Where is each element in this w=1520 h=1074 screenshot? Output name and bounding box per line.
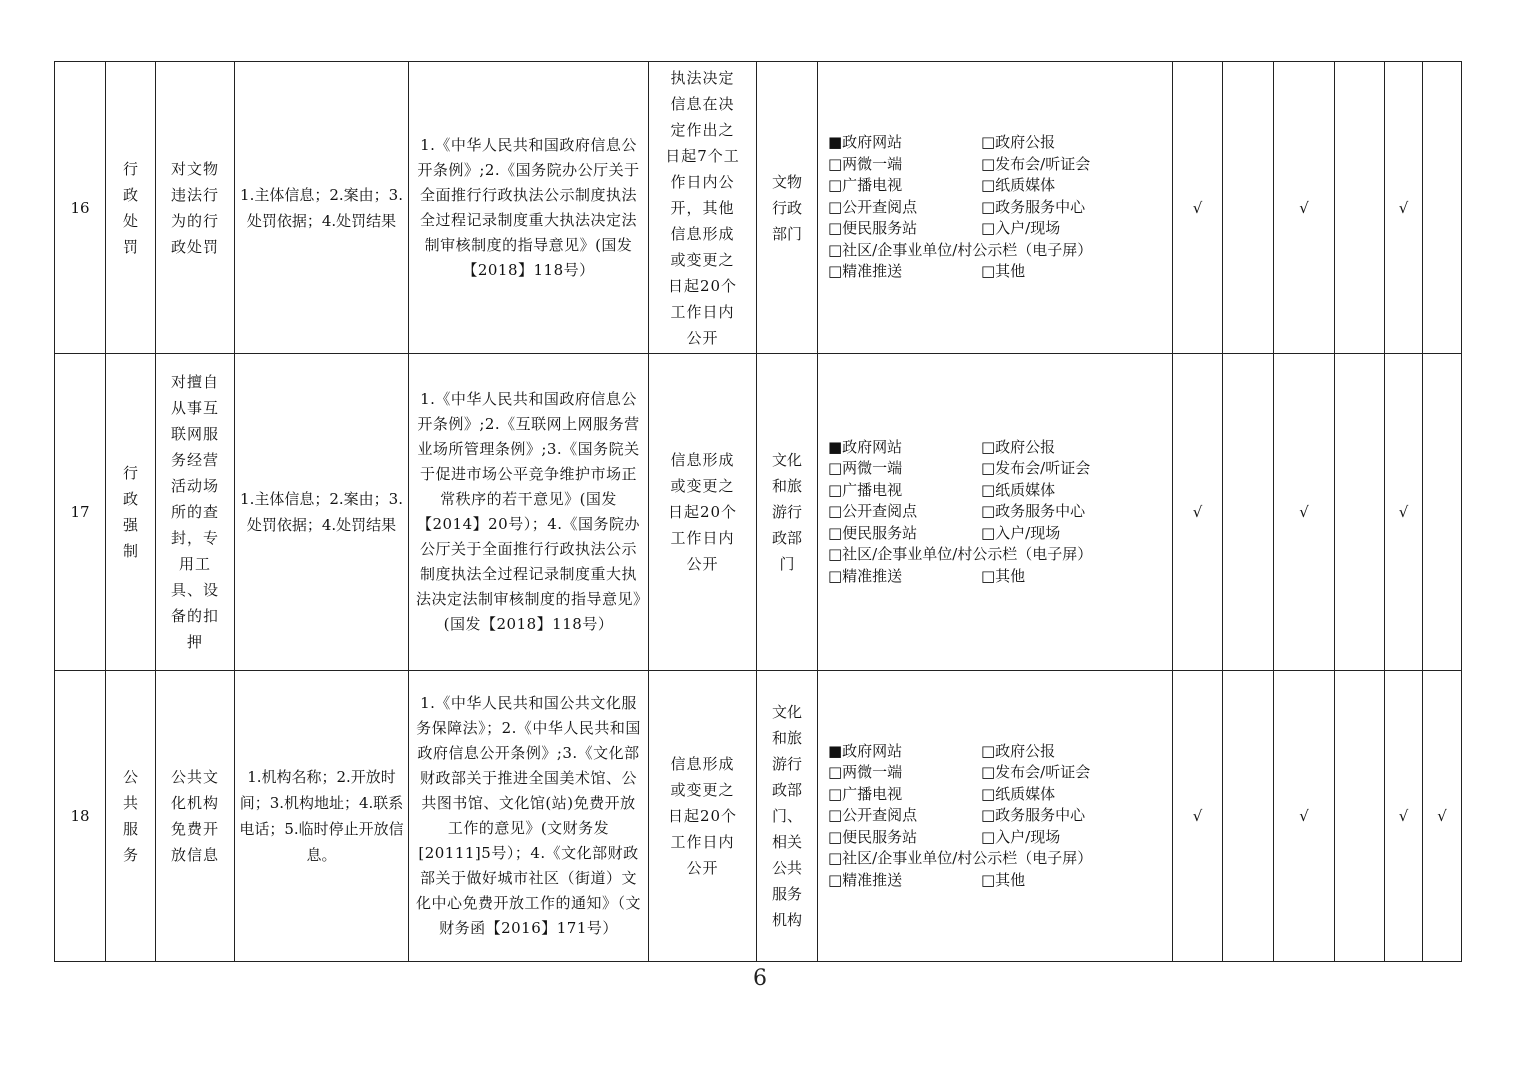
table-row <box>55 354 1462 671</box>
disclosure-content: 1.主体信息；2.案由；3.处罚依据；4.处罚结果 <box>240 490 403 534</box>
channel-option: □其他 <box>981 566 1026 585</box>
channel-option: □入户/现场 <box>981 523 1061 542</box>
channel-line <box>828 762 1162 784</box>
channel-line <box>828 741 1162 763</box>
channel-option: □纸质媒体 <box>981 176 1056 195</box>
disclosure-subject: 文化和旅游行政部门、相关公共服务机构 <box>771 703 802 929</box>
channel-line <box>828 870 1162 892</box>
item-cell <box>156 671 235 962</box>
check-mark: √ <box>1398 807 1409 825</box>
table-row <box>55 62 1462 354</box>
check-mark-cell <box>1223 671 1274 962</box>
channel-option: □发布会/听证会 <box>981 459 1091 478</box>
page-number: 6 <box>753 966 767 991</box>
channel-line <box>828 240 1162 262</box>
basis-cell <box>409 354 649 671</box>
time-limit: 信息形成或变更之日起20个工作日内公开 <box>667 451 738 573</box>
channel-option: □公开查阅点 <box>828 502 918 521</box>
check-mark-cell <box>1335 62 1385 354</box>
channel-line <box>828 848 1162 870</box>
channels-cell <box>818 671 1173 962</box>
channel-line <box>828 480 1162 502</box>
subject-cell <box>757 354 818 671</box>
channel-line <box>828 544 1162 566</box>
row-number-cell <box>55 354 106 671</box>
check-mark-cell <box>1423 354 1462 671</box>
check-mark: √ <box>1398 198 1409 217</box>
time-limit-cell <box>649 62 757 354</box>
time-limit: 执法决定信息在决定作出之日起7个工作日内公开，其他信息形成或变更之日起20个工作日内公开 <box>665 68 740 347</box>
check-mark-cell <box>1173 671 1223 962</box>
item-cell <box>156 354 235 671</box>
row-number: 16 <box>70 198 90 217</box>
check-mark: √ <box>1192 198 1203 217</box>
channel-line <box>828 501 1162 523</box>
category: 行政强制 <box>122 464 138 560</box>
channel-line <box>828 523 1162 545</box>
channel-line <box>828 437 1162 459</box>
check-mark: √ <box>1299 503 1309 521</box>
channel-option: □社区/企事业单位/村公示栏（电子屏） <box>828 240 1093 259</box>
channel-option: □政务服务中心 <box>981 502 1086 521</box>
time-limit-cell <box>649 671 757 962</box>
basis-cell <box>409 671 649 962</box>
channel-line <box>828 784 1162 806</box>
channel-option: □发布会/听证会 <box>981 154 1091 173</box>
channel-option: □政府公报 <box>981 741 1056 760</box>
check-mark-cell <box>1274 354 1335 671</box>
channel-option: □纸质媒体 <box>981 784 1056 803</box>
item-name: 对擅自从事互联网服务经营活动场所的查封，专用工具、设备的扣押 <box>170 373 219 651</box>
channel-option: □两微一端 <box>828 459 903 478</box>
channel-option: □发布会/听证会 <box>981 763 1091 782</box>
disclosure-basis: 1.《中华人民共和国政府信息公开条例》;2.《互联网上网服务营业场所管理条例》;3.《国务院关于促进市场公平竞争维护市场正常秩序的若干意见》(国发【2014】20号）；4.《国务院办公厅关于全面推行行政执法公示制度执法全过程记录制度重大执法决定法制审核制度的指导意见》(国发【2018】118号） <box>415 390 641 633</box>
channel-line <box>828 197 1162 219</box>
channel-option: □精准推送 <box>828 566 903 585</box>
channel-line <box>828 175 1162 197</box>
channel-option: □公开查阅点 <box>828 806 918 825</box>
channel-option: □精准推送 <box>828 262 903 281</box>
channel-option: □社区/企事业单位/村公示栏（电子屏） <box>828 849 1093 868</box>
check-mark-cell <box>1173 354 1223 671</box>
disclosure-content: 1.机构名称；2.开放时间；3.机构地址；4.联系电话；5.临时停止开放信息。 <box>239 768 404 864</box>
row-number: 17 <box>70 503 90 521</box>
channel-line <box>828 458 1162 480</box>
check-mark-cell <box>1335 671 1385 962</box>
channel-option: □政务服务中心 <box>981 806 1086 825</box>
channel-option: □纸质媒体 <box>981 480 1056 499</box>
disclosure-subject: 文物行政部门 <box>771 172 802 243</box>
category-cell <box>106 354 156 671</box>
channel-option: □其他 <box>981 262 1026 281</box>
check-mark-cell <box>1274 62 1335 354</box>
channel-line <box>828 154 1162 176</box>
channel-option: □入户/现场 <box>981 219 1061 238</box>
content-cell <box>235 354 409 671</box>
check-mark: √ <box>1398 503 1409 521</box>
check-mark-cell <box>1274 671 1335 962</box>
check-mark: √ <box>1437 807 1447 825</box>
channel-option: □广播电视 <box>828 480 903 499</box>
content-cell <box>235 62 409 354</box>
check-mark-cell <box>1423 62 1462 354</box>
check-mark-cell <box>1423 671 1462 962</box>
item-name: 公共文化机构免费开放信息 <box>170 768 219 864</box>
channel-option: □其他 <box>981 870 1026 889</box>
check-mark-cell <box>1223 62 1274 354</box>
disclosure-subject: 文化和旅游行政部门 <box>771 451 802 573</box>
channel-option: ■政府网站 <box>828 437 903 456</box>
channel-option: □广播电视 <box>828 784 903 803</box>
channel-line <box>828 827 1162 849</box>
check-mark-cell <box>1385 62 1423 354</box>
channel-option: □公开查阅点 <box>828 197 918 216</box>
channel-line <box>828 218 1162 240</box>
check-mark-cell <box>1335 354 1385 671</box>
basis-cell <box>409 62 649 354</box>
check-mark: √ <box>1299 198 1309 217</box>
disclosure-content: 1.主体信息；2.案由；3.处罚依据；4.处罚结果 <box>240 185 403 230</box>
time-limit-cell <box>649 354 757 671</box>
disclosure-basis: 1.《中华人民共和国公共文化服务保障法》；2.《中华人民共和国政府信息公开条例》;3.《文化部财政部关于推进全国美术馆、公共图书馆、文化馆(站)免费开放工作的意见》(文财务发[20111]5号）；4.《文化部财政部关于做好城市社区（街道）文化中心免费开放工作的通知》（文财务函【2016】171号） <box>415 694 641 937</box>
channel-option: □政府公报 <box>981 133 1056 152</box>
channel-option: □便民服务站 <box>828 523 918 542</box>
disclosure-table <box>54 61 1462 962</box>
channel-option: □两微一端 <box>828 763 903 782</box>
category-cell <box>106 671 156 962</box>
row-number-cell <box>55 671 106 962</box>
channel-option: □两微一端 <box>828 154 903 173</box>
channel-option: □广播电视 <box>828 176 903 195</box>
subject-cell <box>757 62 818 354</box>
category: 公共服务 <box>122 768 138 864</box>
subject-cell <box>757 671 818 962</box>
channel-line <box>828 566 1162 588</box>
channel-option: □入户/现场 <box>981 827 1061 846</box>
check-mark: √ <box>1192 807 1203 825</box>
channels-cell <box>818 62 1173 354</box>
channel-option: □政府公报 <box>981 437 1056 456</box>
channel-line <box>828 261 1162 283</box>
channel-option: ■政府网站 <box>828 133 903 152</box>
time-limit: 信息形成或变更之日起20个工作日内公开 <box>667 755 738 877</box>
channel-line <box>828 132 1162 154</box>
channel-line <box>828 805 1162 827</box>
table-row <box>55 671 1462 962</box>
row-number-cell <box>55 62 106 354</box>
channel-option: □政务服务中心 <box>981 197 1086 216</box>
disclosure-basis: 1.《中华人民共和国政府信息公开条例》;2.《国务院办公厅关于全面推行行政执法公示制度执法全过程记录制度重大执法决定法制审核制度的指导意见》(国发【2018】118号） <box>417 135 640 279</box>
category: 行政处罚 <box>122 159 138 256</box>
channel-option: □社区/企事业单位/村公示栏（电子屏） <box>828 545 1093 564</box>
channel-option: □便民服务站 <box>828 827 918 846</box>
check-mark-cell <box>1385 354 1423 671</box>
check-mark-cell <box>1173 62 1223 354</box>
check-mark: √ <box>1299 807 1309 825</box>
check-mark-cell <box>1385 671 1423 962</box>
row-number: 18 <box>70 807 90 825</box>
category-cell <box>106 62 156 354</box>
channels-cell <box>818 354 1173 671</box>
content-cell <box>235 671 409 962</box>
channel-option: □精准推送 <box>828 870 903 889</box>
channel-option: ■政府网站 <box>828 741 903 760</box>
check-mark-cell <box>1223 354 1274 671</box>
item-cell <box>156 62 235 354</box>
item-name: 对文物违法行为的行政处罚 <box>170 159 219 256</box>
channel-option: □便民服务站 <box>828 219 918 238</box>
check-mark: √ <box>1192 503 1203 521</box>
